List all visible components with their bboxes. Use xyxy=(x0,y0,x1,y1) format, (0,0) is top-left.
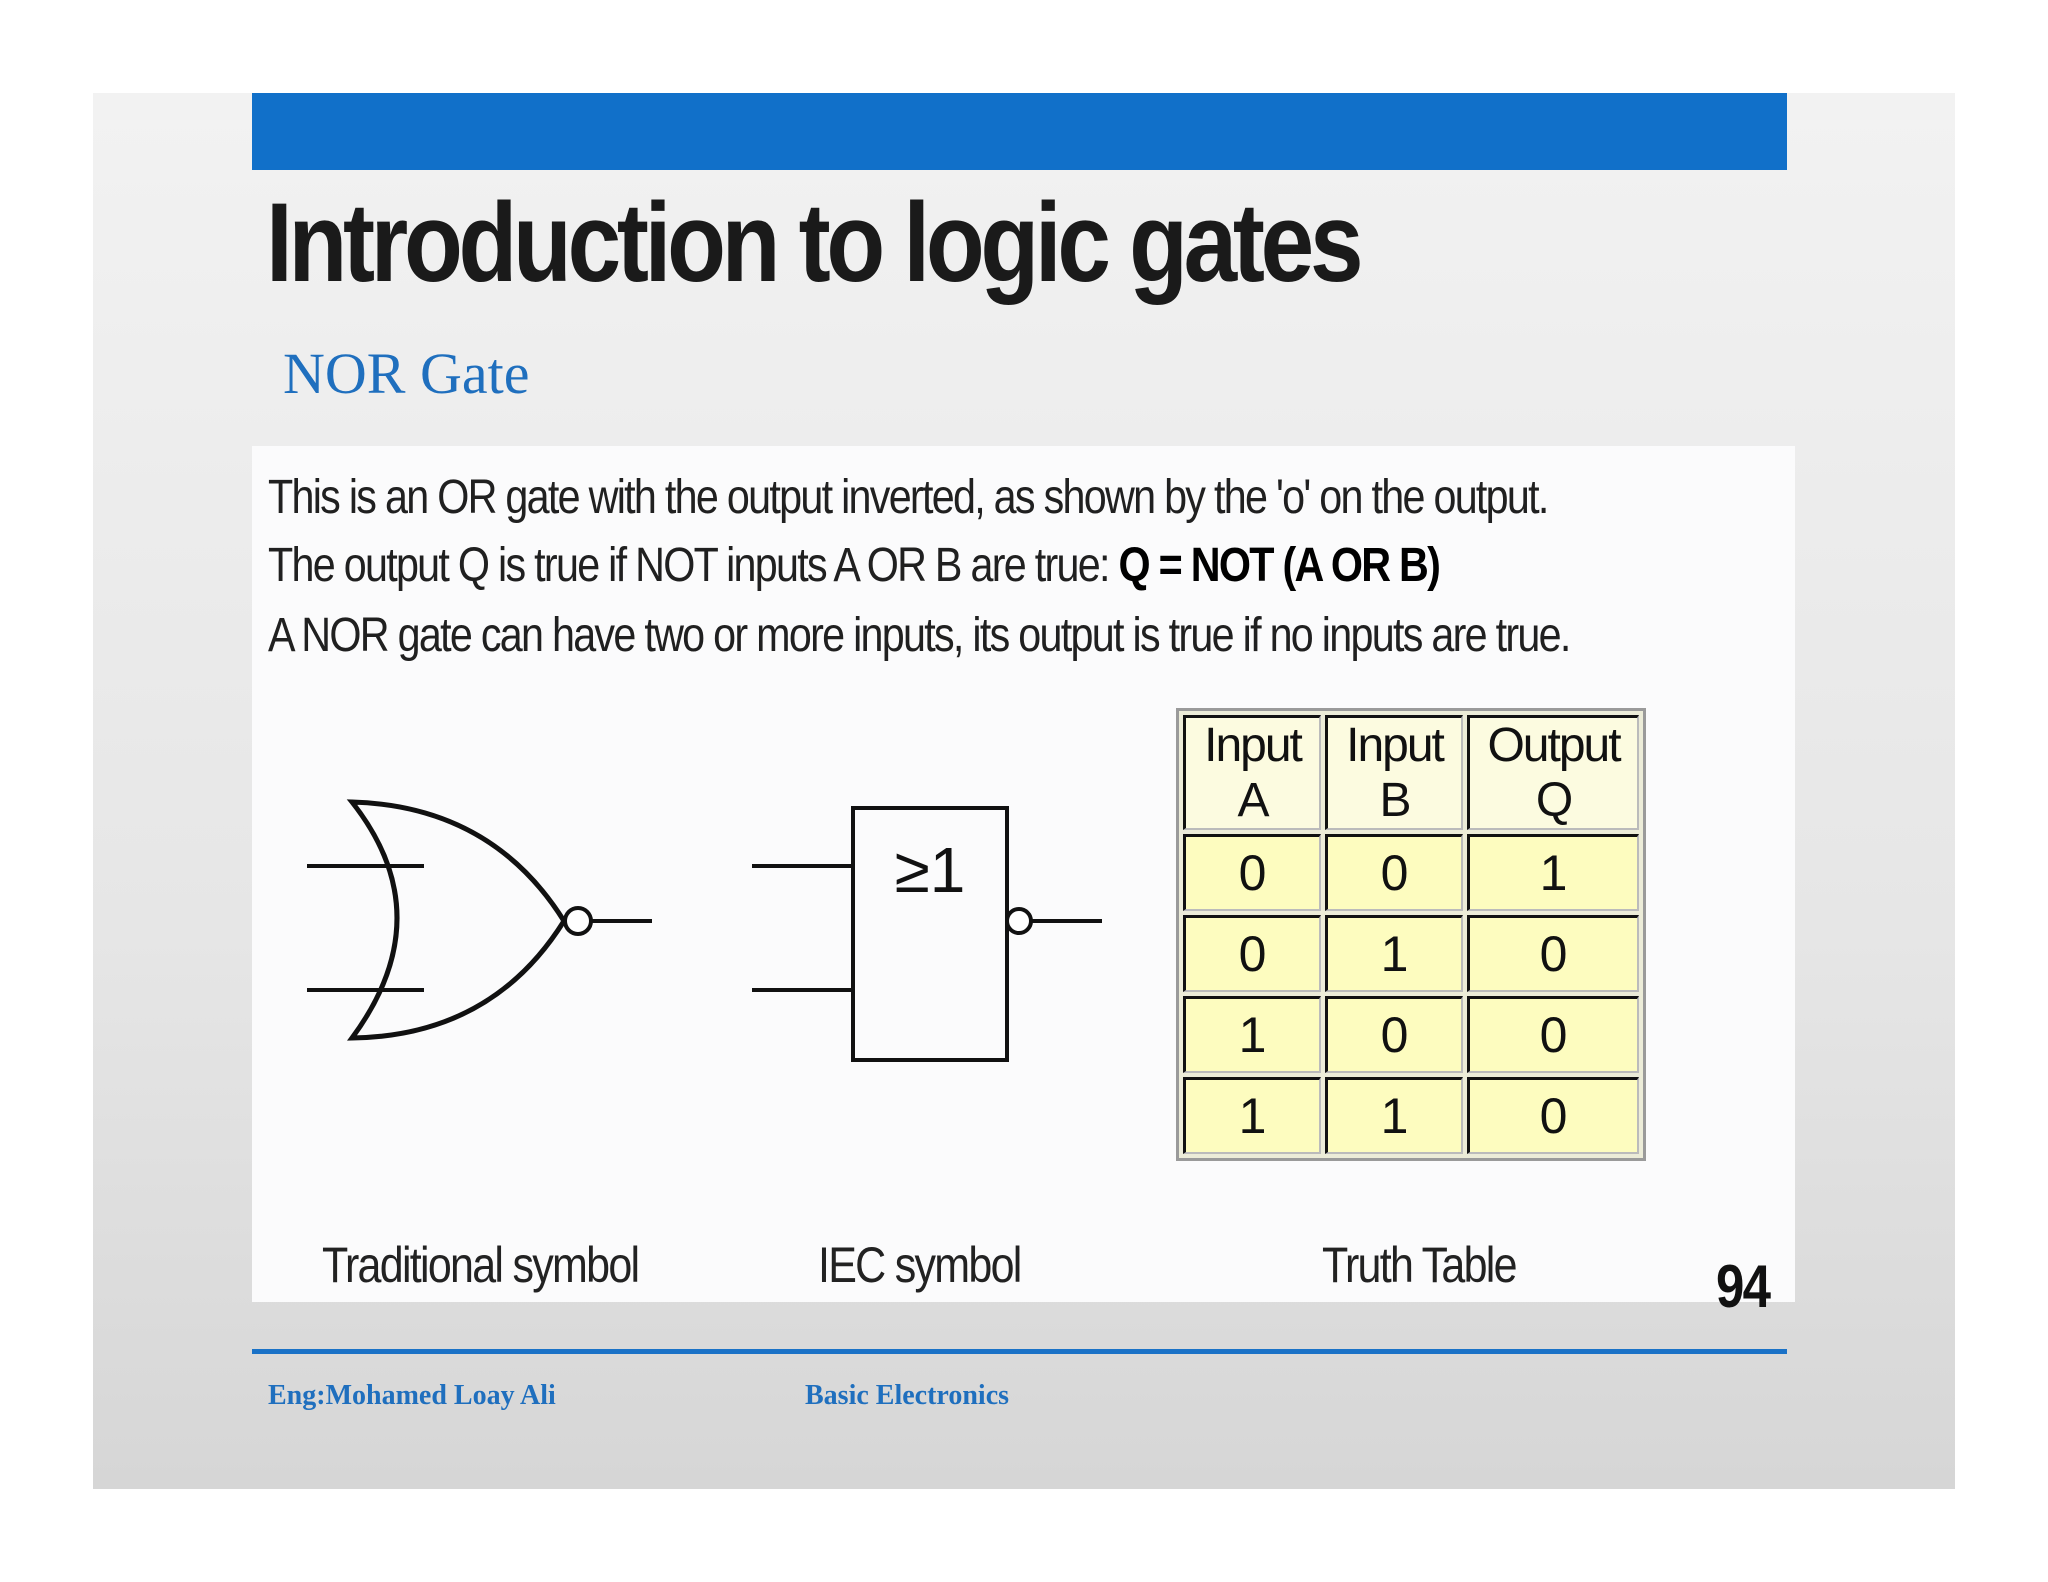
truth-table xyxy=(1176,708,1646,1161)
cell-input-a: 0 xyxy=(1183,834,1321,911)
table-row xyxy=(1183,834,1639,911)
table-row xyxy=(1183,996,1639,1073)
cell-input-b: 1 xyxy=(1325,1077,1463,1154)
nor-formula: Q = NOT (A OR B) xyxy=(1118,539,1440,592)
description-line-3: A NOR gate can have two or more inputs, its output is true if no inputs are true. xyxy=(268,609,1570,662)
cell-input-b: 0 xyxy=(1325,996,1463,1073)
content-panel xyxy=(252,446,1795,1302)
iec-nor-symbol xyxy=(747,786,1147,1076)
header-input-b: Input B xyxy=(1325,715,1463,830)
page-number: 94 xyxy=(1716,1253,1770,1320)
iec-gate-label: ≥1 xyxy=(894,834,966,906)
cell-input-a: 1 xyxy=(1183,996,1321,1073)
cell-output-q: 0 xyxy=(1467,915,1639,992)
cell-output-q: 0 xyxy=(1467,1077,1639,1154)
footer-course: Basic Electronics xyxy=(805,1380,1010,1411)
caption-iec-symbol: IEC symbol xyxy=(818,1237,1021,1293)
cell-input-a: 1 xyxy=(1183,1077,1321,1154)
header-output-q: Output Q xyxy=(1467,715,1639,830)
description-line-2 xyxy=(268,538,1439,593)
footer-author: Eng:Mohamed Loay Ali xyxy=(268,1380,556,1411)
or-gate-body xyxy=(352,802,564,1038)
description-line-1: This is an OR gate with the output inverted, as shown by the 'o' on the output. xyxy=(268,471,1548,524)
description-line-2-text: The output Q is true if NOT inputs A OR B are true: xyxy=(268,539,1119,592)
traditional-nor-symbol xyxy=(302,786,702,1046)
table-row xyxy=(1183,915,1639,992)
iec-inversion-bubble xyxy=(1007,909,1031,933)
cell-input-b: 0 xyxy=(1325,834,1463,911)
table-row xyxy=(1183,1077,1639,1154)
cell-output-q: 1 xyxy=(1467,834,1639,911)
traditional-inversion-bubble xyxy=(565,908,591,934)
caption-traditional-symbol: Traditional symbol xyxy=(322,1237,639,1293)
title-accent-bar xyxy=(252,93,1787,170)
caption-truth-table: Truth Table xyxy=(1322,1237,1516,1293)
cell-input-a: 0 xyxy=(1183,915,1321,992)
slide-subtitle: NOR Gate xyxy=(283,341,530,406)
header-input-a: Input A xyxy=(1183,715,1321,830)
cell-output-q: 0 xyxy=(1467,996,1639,1073)
truth-table-header-row xyxy=(1183,715,1639,830)
footer-divider xyxy=(252,1349,1787,1354)
cell-input-b: 1 xyxy=(1325,915,1463,992)
slide-title: Introduction to logic gates xyxy=(266,180,1360,305)
